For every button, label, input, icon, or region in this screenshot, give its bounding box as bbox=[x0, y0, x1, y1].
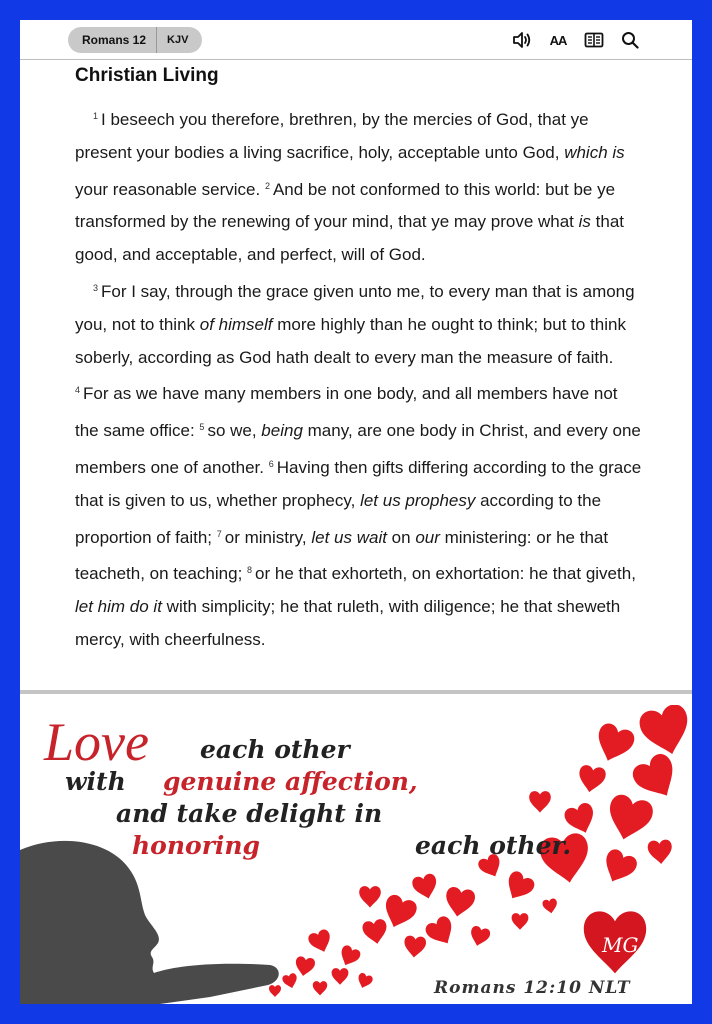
content-divider bbox=[20, 690, 692, 694]
verse-image bbox=[20, 705, 692, 1004]
verse-number[interactable]: 6 bbox=[268, 458, 274, 469]
verse-number[interactable]: 8 bbox=[247, 565, 253, 576]
image-verse-reference: Romans 12:10 NLT bbox=[434, 978, 631, 998]
quote-word-love: Love bbox=[44, 712, 149, 772]
version-button[interactable]: KJV bbox=[167, 34, 189, 46]
verse-number[interactable]: 4 bbox=[75, 385, 81, 396]
quote-line-genuine-affection: genuine affection, bbox=[163, 767, 418, 796]
silhouette-shape bbox=[20, 841, 279, 1004]
paragraph-2: $^3$ For I say, through the grace given unto me, to every man that is among you, not to think of himself more highly than he ought to think; but to think soberly, according as God hath dealt to every man the measure of faith. $^4$ For as we have many members in one body, and all members have not the same office: $^5$ so we, being many, are one body in Christ, and every one members one of another. $^6$ Having then gifts differing according to the grace that is given to us, whether prophecy, let us prophesy according to the proportion of faith; $^7$ or ministry, let us wait on our ministering: or he that teacheth, on teaching; $^8$ or he that exhorteth, on exhortation: he that giveth, let him do it with simplicity; he that ruleth, with diligence; he that sheweth mercy, with cheerfulness. bbox=[75, 281, 642, 649]
paragraph-1: $^1$ I beseech you therefore, brethren, by the mercies of God, that ye present your bodies a living sacrifice, holy, acceptable unto God, which is your reasonable service. $^2$ And be not conformed to this world: but be ye transformed by the renewing of your mind, that ye may prove what is that good, and acceptable, and perfect, will of God. bbox=[75, 110, 625, 265]
book-layout-icon[interactable] bbox=[584, 30, 604, 50]
search-icon[interactable] bbox=[620, 30, 640, 50]
book-chapter-button[interactable]: Romans 12 bbox=[68, 27, 157, 53]
quote-word-with: with bbox=[65, 767, 126, 796]
top-toolbar bbox=[20, 20, 692, 60]
verse-number[interactable]: 1 bbox=[93, 111, 99, 121]
section-heading: Christian Living bbox=[75, 65, 219, 86]
quote-line-each-other: each other bbox=[200, 735, 350, 764]
verse-number[interactable]: 7 bbox=[216, 528, 222, 539]
verse-number[interactable]: 5 bbox=[199, 422, 205, 433]
quote-word-honoring: honoring bbox=[132, 831, 261, 860]
reader-window bbox=[20, 20, 692, 1004]
font-size-icon[interactable]: AA bbox=[549, 32, 567, 48]
verse-number[interactable]: 2 bbox=[264, 180, 270, 191]
quote-line-each-other-end: each other. bbox=[415, 831, 572, 860]
speaker-icon[interactable] bbox=[512, 30, 532, 50]
quote-line-take-delight: and take delight in bbox=[116, 799, 383, 828]
passage-selector[interactable] bbox=[68, 27, 202, 53]
chapter-text bbox=[75, 64, 645, 657]
verse-number[interactable]: 3 bbox=[93, 282, 99, 293]
monogram-text: MG bbox=[602, 933, 639, 957]
